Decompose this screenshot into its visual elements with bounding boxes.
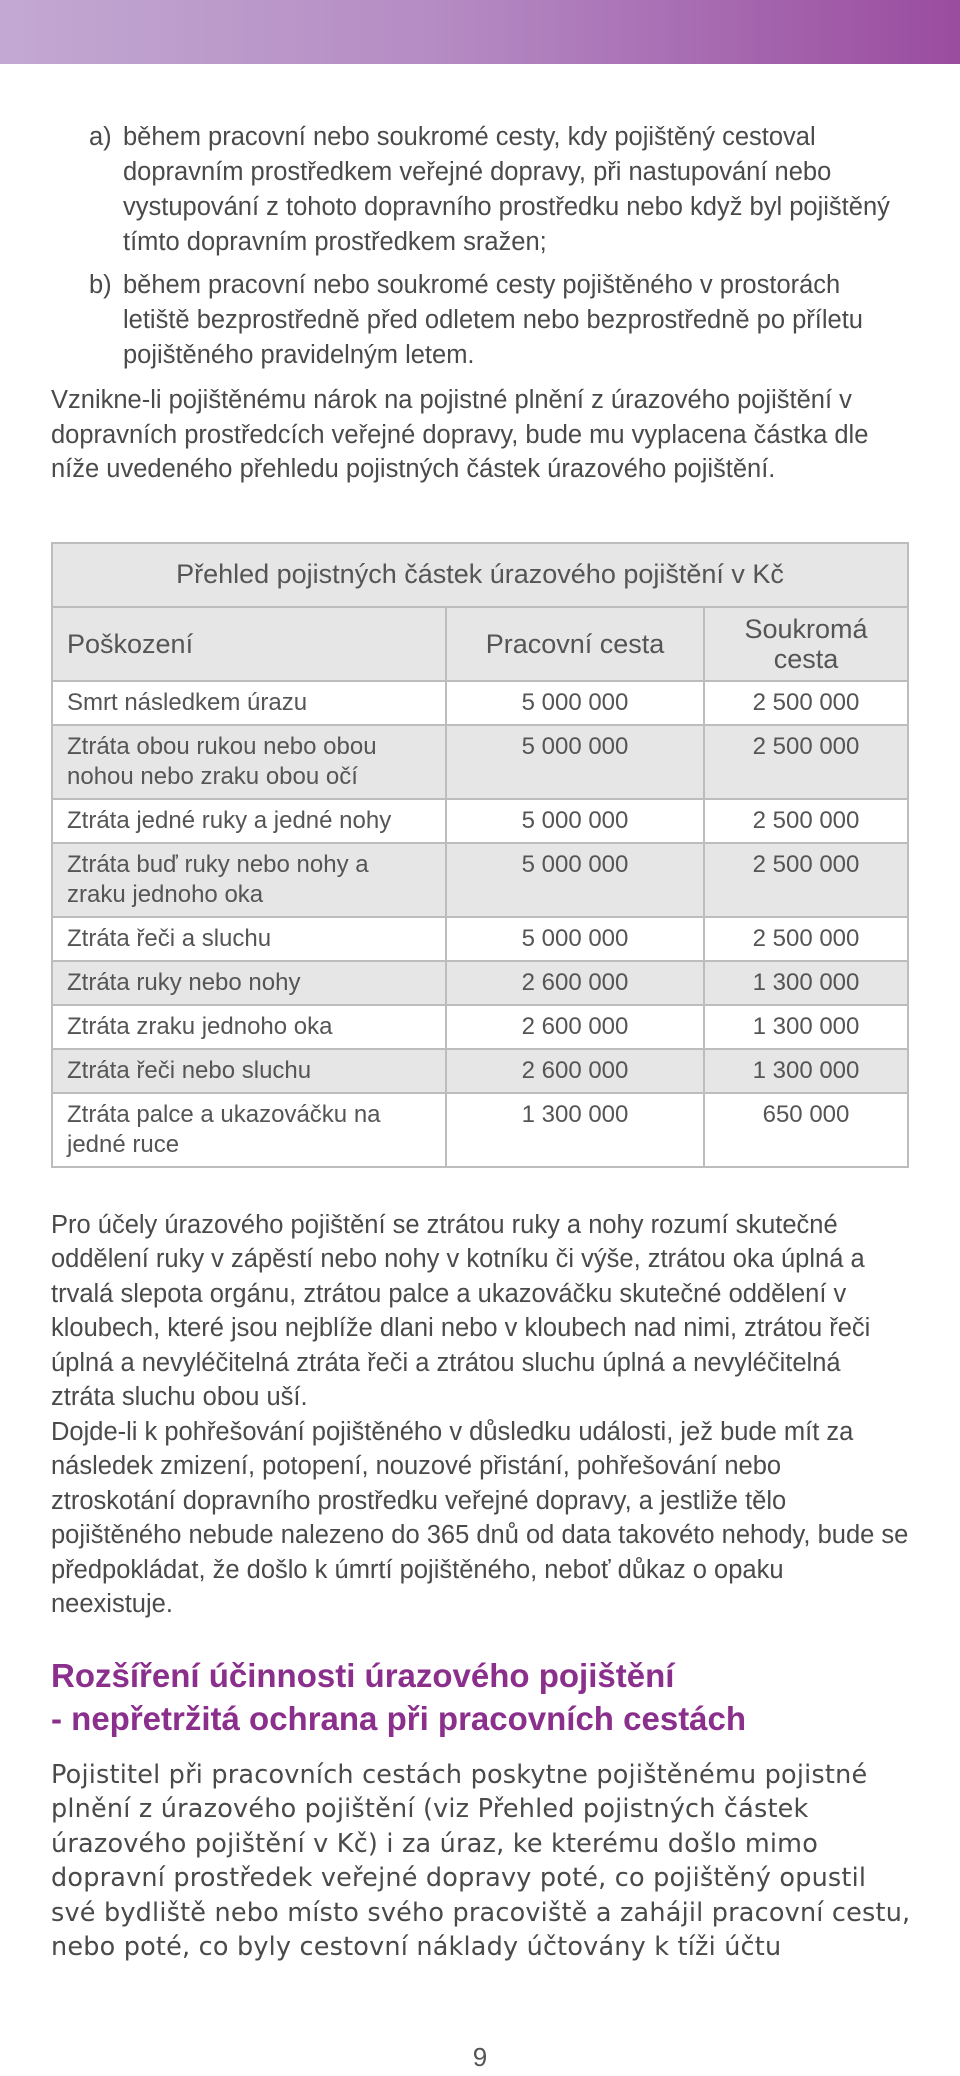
column-header-work-trip: Pracovní cesta xyxy=(446,607,704,681)
intro-paragraph: Vznikne-li pojištěnému nárok na pojistné plnění z úrazového pojištění v dopravních prostředcích veřejné dopravy, bude mu vyplacena částka dle níže uvedeného přehledu pojistných částek úrazového pojištění. xyxy=(51,386,869,483)
work-trip-cell: 2 600 000 xyxy=(446,1049,704,1093)
work-trip-cell: 5 000 000 xyxy=(446,799,704,843)
list-item-text: během pracovní nebo soukromé cesty pojištěného v prostorách letiště bezprostředně před odletem nebo bezprostředně po příletu pojištěného pravidelným letem. xyxy=(123,271,863,369)
table-row xyxy=(52,681,908,725)
injury-cell: Ztráta ruky nebo nohy xyxy=(52,961,446,1005)
list-item-a xyxy=(89,120,911,260)
page-number: 9 xyxy=(472,2042,488,2072)
private-trip-cell: 2 500 000 xyxy=(704,725,908,799)
table-caption: Přehled pojistných částek úrazového pojištění v Kč xyxy=(52,543,908,607)
page-content xyxy=(51,120,911,1965)
table-header-row xyxy=(52,607,908,681)
injury-cell: Ztráta obou rukou nebo obou nohou nebo zraku obou očí xyxy=(52,725,446,799)
table-row xyxy=(52,961,908,1005)
work-trip-cell: 5 000 000 xyxy=(446,681,704,725)
private-trip-cell: 2 500 000 xyxy=(704,799,908,843)
injury-cell: Smrt následkem úrazu xyxy=(52,681,446,725)
missing-person-paragraph: Dojde-li k pohřešování pojištěného v důsledku události, jež bude mít za následek zmizení, potopení, nouzové přistání, pohřešování nebo ztroskotání dopravního prostředku veřejné dopravy, a jestliže tělo pojištěného nebude nalezeno do 365 dnů od data takovéto nehody, bude se předpokládat, že došlo k úmrtí pojištěného, neboť důkaz o opaku neexistuje. xyxy=(51,1417,909,1618)
private-trip-cell: 1 300 000 xyxy=(704,1005,908,1049)
private-trip-cell: 2 500 000 xyxy=(704,917,908,961)
section-heading-line-1: Rozšíření účinnosti úrazového pojištění xyxy=(51,1656,675,1694)
table-row xyxy=(52,1093,908,1167)
private-trip-cell: 2 500 000 xyxy=(704,681,908,725)
top-decorative-bar xyxy=(0,0,960,64)
list-item-text: během pracovní nebo soukromé cesty, kdy pojištěný cestoval dopravním prostředkem veřejné dopravy, při nastupování nebo vystupování z tohoto dopravního prostředku nebo když byl pojištěný tímto dopravním prostředkem sražen; xyxy=(123,123,890,256)
work-trip-cell: 1 300 000 xyxy=(446,1093,704,1167)
list-marker: b) xyxy=(89,271,112,299)
work-trip-cell: 2 600 000 xyxy=(446,1005,704,1049)
column-header-injury: Poškození xyxy=(52,607,446,681)
list-item-b xyxy=(89,268,911,373)
section-body-paragraph: Pojistitel při pracovních cestách poskytne pojištěnému pojistné plnění z úrazového pojištění (viz Přehled pojistných částek úrazového pojištění v Kč) i za úraz, ke kterému došlo mimo dopravní prostředek veřejné dopravy poté, co pojištěný opustil své bydliště nebo místo svého pracoviště a zahájil pracovní cestu, nebo poté, co byly cestovní náklady účtovány k tíži účtu xyxy=(51,1759,911,1962)
injury-cell: Ztráta palce a ukazováčku na jedné ruce xyxy=(52,1093,446,1167)
private-trip-cell: 1 300 000 xyxy=(704,1049,908,1093)
work-trip-cell: 2 600 000 xyxy=(446,961,704,1005)
table-row xyxy=(52,843,908,917)
private-trip-cell: 2 500 000 xyxy=(704,843,908,917)
work-trip-cell: 5 000 000 xyxy=(446,843,704,917)
table-row xyxy=(52,917,908,961)
work-trip-cell: 5 000 000 xyxy=(446,725,704,799)
table-row xyxy=(52,799,908,843)
insurance-sums-table xyxy=(51,542,909,1168)
injury-cell: Ztráta zraku jednoho oka xyxy=(52,1005,446,1049)
definitions-paragraph: Pro účely úrazového pojištění se ztrátou ruky a nohy rozumí skutečné oddělení ruky v zápěstí nebo nohy v kotníku či výše, ztrátou oka úplná a trvalá slepota orgánu, ztrátou palce a ukazováčku skutečné oddělení v kloubech, které jsou nejblíže dlani nebo v kloubech nad nimi, ztrátou řeči úplná a nevyléčitelná ztráta řeči a ztrátou sluchu úplná a nevyléčitelná ztráta sluchu obou uší. xyxy=(51,1210,871,1411)
table-row xyxy=(52,725,908,799)
table-row xyxy=(52,1005,908,1049)
body-text xyxy=(51,1208,911,1622)
table-row xyxy=(52,1049,908,1093)
column-header-private-trip: Soukromá cesta xyxy=(704,607,908,681)
private-trip-cell: 1 300 000 xyxy=(704,961,908,1005)
section-heading xyxy=(51,1654,911,1740)
private-trip-cell: 650 000 xyxy=(704,1093,908,1167)
injury-cell: Ztráta buď ruky nebo nohy a zraku jednoho oka xyxy=(52,843,446,917)
injury-cell: Ztráta jedné ruky a jedné nohy xyxy=(52,799,446,843)
injury-cell: Ztráta řeči nebo sluchu xyxy=(52,1049,446,1093)
list-marker: a) xyxy=(89,123,112,151)
work-trip-cell: 5 000 000 xyxy=(446,917,704,961)
section-heading-line-2: - nepřetržitá ochrana při pracovních cestách xyxy=(51,1699,747,1737)
injury-cell: Ztráta řeči a sluchu xyxy=(52,917,446,961)
